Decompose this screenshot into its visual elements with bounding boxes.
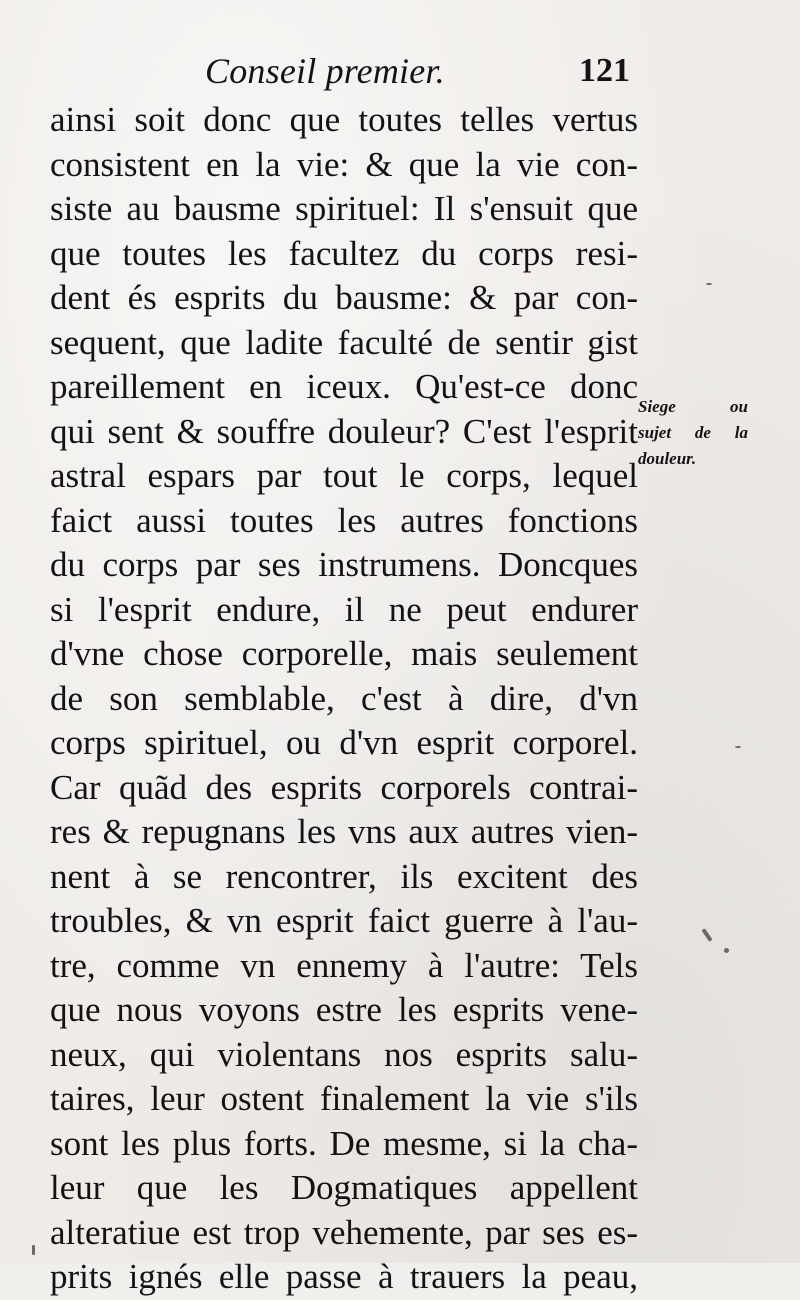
text-line: prits ignés elle passe à trauers la peau, — [50, 1257, 638, 1296]
text-line: neux, qui violentans nos esprits salu- — [50, 1034, 638, 1074]
margin-note-line: douleur. — [638, 449, 697, 468]
text-line: res & repugnans les vns aux autres vien- — [50, 812, 638, 851]
paper-speck — [735, 746, 741, 748]
text-line: qui sent & souffre douleur? C'est l'esprit — [50, 411, 638, 451]
text-line: que nous voyons estre les esprits vene- — [50, 990, 638, 1029]
text-line: dent és esprits du bausme: & par con- — [50, 278, 638, 317]
text-line: consistent en la vie: & que la vie con- — [50, 144, 638, 184]
paper-speck — [701, 928, 712, 942]
margin-note-line: Siege ou — [638, 397, 748, 416]
text-line: taires, leur ostent finalement la vie s'ils — [50, 1079, 638, 1118]
text-line: troubles, & vn esprit faict guerre à l'au- — [50, 901, 638, 940]
text-line: sont les plus forts. De mesme, si la cha- — [50, 1123, 638, 1163]
paper-speck — [32, 1245, 35, 1255]
text-line: tre, comme vn ennemy à l'autre: Tels — [50, 945, 638, 985]
text-line: alteratiue est trop vehemente, par ses es- — [50, 1212, 638, 1252]
body-text — [50, 98, 638, 1300]
margin-note — [638, 394, 748, 472]
text-line: leur que les Dogmatiques appellent — [50, 1168, 638, 1207]
running-title: Conseil premier. — [205, 51, 445, 91]
text-line: d'vne chose corporelle, mais seulement — [50, 634, 638, 673]
text-line: Car quãd des esprits corporels contrai- — [50, 767, 638, 807]
text-line: de son semblable, c'est à dire, d'vn — [50, 678, 638, 718]
text-line: sequent, que ladite faculté de sentir gist — [50, 322, 638, 362]
page-number: 121 — [579, 52, 630, 89]
text-line: ainsi soit donc que toutes telles vertus — [50, 100, 638, 139]
text-line: faict aussi toutes les autres fonctions — [50, 500, 638, 540]
text-line: si l'esprit endure, il ne peut endurer — [50, 589, 638, 629]
text-line: du corps par ses instrumens. Doncques — [50, 545, 638, 584]
page-header — [60, 48, 630, 100]
text-line: que toutes les facultez du corps resi- — [50, 233, 638, 273]
text-line: siste au bausme spirituel: Il s'ensuit que — [50, 189, 638, 228]
paper-speck — [706, 283, 712, 285]
text-line: pareillement en iceux. Qu'est-ce donc — [50, 367, 638, 406]
margin-note-line: sujet de la — [638, 423, 748, 442]
text-line: corps spirituel, ou d'vn esprit corporel. — [50, 723, 638, 762]
paper-speck — [724, 948, 729, 953]
text-line: astral espars par tout le corps, lequel — [50, 456, 638, 495]
text-line: nent à se rencontrer, ils excitent des — [50, 856, 638, 896]
